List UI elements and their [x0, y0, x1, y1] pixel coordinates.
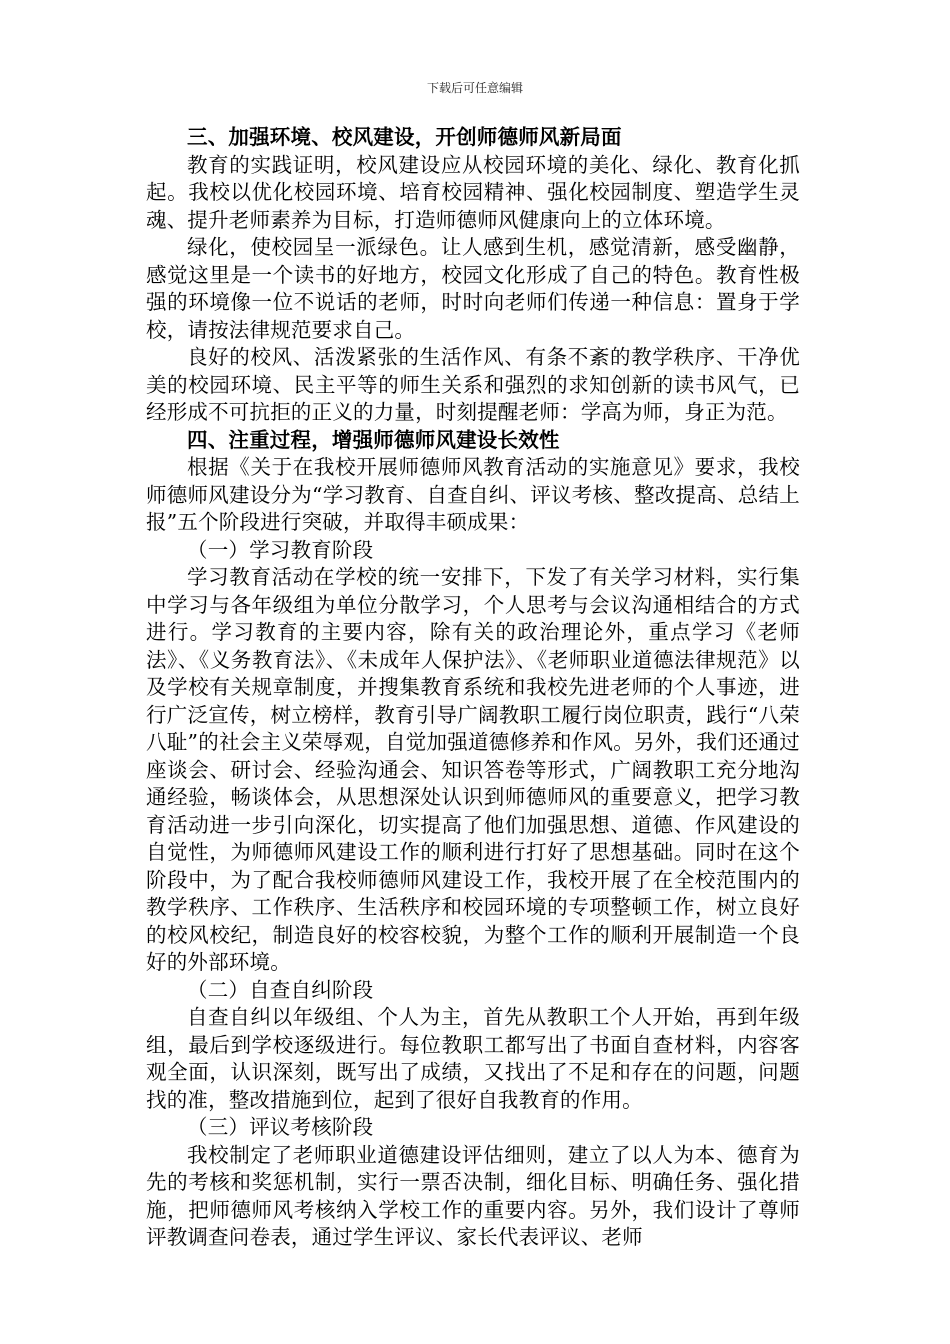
- paragraph: 绿化，使校园呈一派绿色。让人感到生机，感觉清新，感受幽静，感觉这里是一个读书的好地方，校园文化形成了自己的特色。教育性极强的环境像一位不说话的老师，时时向老师们传递一种信息：置身于学校，请按法律规范要求自己。: [146, 235, 800, 342]
- paragraph: 自查自纠以年级组、个人为主，首先从教职工个人开始，再到年级组，最后到学校逐级进行。每位教职工都写出了书面自查材料，内容客观全面，认识深刻，既写出了成绩，又找出了不足和存在的问题，问题找的准，整改措施到位，起到了很好自我教育的作用。: [146, 1005, 800, 1112]
- stage-heading-1: （一）学习教育阶段: [187, 537, 374, 562]
- section-heading-3: 三、加强环境、校风建设，开创师德师风新局面: [187, 125, 622, 149]
- paragraph: 我校制定了老师职业道德建设评估细则，建立了以人为本、德育为先的考核和奖惩机制，实行一票否决制，细化目标、明确任务、强化措施，把师德师风考核纳入学校工作的重要内容。另外，我们设计了尊师评教调查问卷表，通过学生评议、家长代表评议、老师: [146, 1142, 800, 1249]
- paragraph: 良好的校风、活泼紧张的生活作风、有条不紊的教学秩序、干净优美的校园环境、民主平等的师生关系和强烈的求知创新的读书风气，已经形成不可抗拒的正义的力量，时刻提醒老师：学高为师，身正为范。: [146, 345, 800, 424]
- document-body: [146, 124, 800, 1252]
- paragraph: 根据《关于在我校开展师德师风教育活动的实施意见》要求，我校师德师风建设分为“学习教育、自查自纠、评议考核、整改提高、总结上报”五个阶段进行突破，并取得丰硕成果：: [146, 455, 800, 534]
- paragraph: 教育的实践证明，校风建设应从校园环境的美化、绿化、教育化抓起。我校以优化校园环境、培育校园精神、强化校园制度、塑造学生灵魂、提升老师素养为目标，打造师德师风健康向上的立体环境。: [146, 152, 800, 232]
- stage-heading-3: （三）评议考核阶段: [187, 1115, 374, 1139]
- stage-heading-2: （二）自查自纠阶段: [187, 977, 374, 1002]
- document-header-note: 下载后可任意编辑: [426, 81, 523, 95]
- paragraph: 学习教育活动在学校的统一安排下，下发了有关学习材料，实行集中学习与各年级组为单位分散学习，个人思考与会议沟通相结合的方式进行。学习教育的主要内容，除有关的政治理论外，重点学习《老师法》、《义务教育法》、《未成年人保护法》、《老师职业道德法律规范》以及学校有关规章制度，并搜集教育系统和我校先进老师的个人事迹，进行广泛宣传，树立榜样，教育引导广阔教职工履行岗位职责，践行“八荣八耻”的社会主义荣辱观，自觉加强道德修养和作风。另外，我们还通过座谈会、研讨会、经验沟通会、知识答卷等形式，广阔教职工充分地沟通经验，畅谈体会，从思想深处认识到师德师风的重要意义，把学习教育活动进一步引向深化，切实提高了他们加强思想、道德、作风建设的自觉性，为师德师风建设工作的顺利进行打好了思想基础。同时在这个阶段中，为了配合我校师德师风建设工作，我校开展了在全校范围内的教学秩序、工作秩序、生活秩序和校园环境的专项整顿工作，树立良好的校风校纪，制造良好的校容校貌，为整个工作的顺利开展制造一个良好的外部环境。: [146, 565, 800, 974]
- section-heading-4: 四、注重过程，增强师德师风建设长效性: [187, 427, 560, 452]
